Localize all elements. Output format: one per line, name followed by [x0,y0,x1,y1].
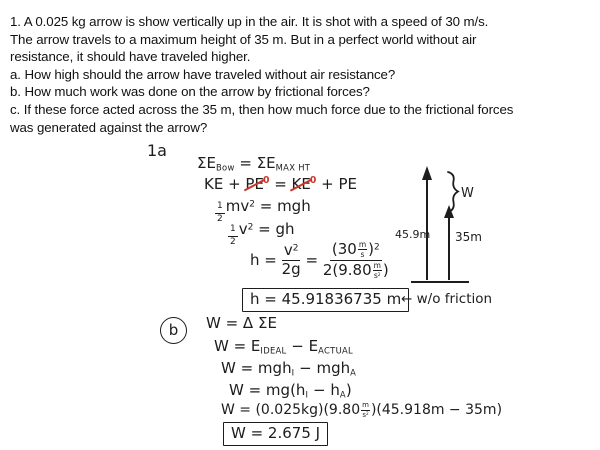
equation-half-v2: $\frac{1}{2}$ $v^2$ = gh [230,220,295,247]
equation-h-solution: h = $\frac{v^2}{2g}$ = (30 $\frac{m}{s}$ )$^2$ 2(9.80 $\frac{m}{s^2}$ ) [250,240,389,280]
work-gap-label: W [461,186,474,201]
equation-w-mgh: W = mghI − mghA [221,359,357,378]
actual-height-arrow [444,205,454,280]
problem-line: The arrow travels to a maximum height of 35 m. But in a perfect world without air [10,31,477,47]
problem-line: 1. A 0.025 kg arrow is show vertically up in the air. It is shot with a speed of 30 m/s. [10,14,489,29]
equation-energy-balance: ΣEBow = ΣEMAX HT [197,154,311,173]
ideal-height-arrow [422,166,432,280]
equation-w-delta-e: W = Δ ΣE [206,314,277,332]
equation-w-numeric: W = (0.025kg)(9.80 $\frac{m}{s^2}$ )(45.918m − 35m) [221,401,503,419]
part-b-result-box: W = 2.675 J [223,422,328,446]
ideal-height-label: 45.9m [395,228,431,241]
problem-line: a. How high should the arrow have traveled without air resistance? [10,66,396,82]
part-a-result-box: h = 45.91836735 m [242,288,409,312]
part-b-label: b [160,317,187,344]
problem-line: c. If these force acted across the 35 m, then how much force due to the frictional forces [10,101,514,117]
problem-line: was generated against the arrow? [10,119,208,135]
height-comparison-diagram [393,152,503,297]
problem-line: resistance, it should have traveled higher. [10,49,251,65]
equation-w-mg-difference: W = mg(hI − hA) [229,381,352,400]
work-gap-brace [448,172,458,212]
equation-ke-pe-crossout: KE + $PE^0 = KE^0$ + PE [204,175,357,193]
problem-statement [10,13,595,136]
no-friction-annotation: ← w/o friction [401,291,493,307]
equation-half-mv2: $\frac{1}{2}$ $mv^2$ = mgh [217,197,311,224]
part-a-label: 1a [147,141,167,160]
problem-line: b. How much work was done on the arrow by frictional forces? [10,84,370,100]
actual-height-label: 35m [455,230,482,244]
equation-w-ideal-actual: W = EIDEAL − EACTUAL [214,337,353,356]
